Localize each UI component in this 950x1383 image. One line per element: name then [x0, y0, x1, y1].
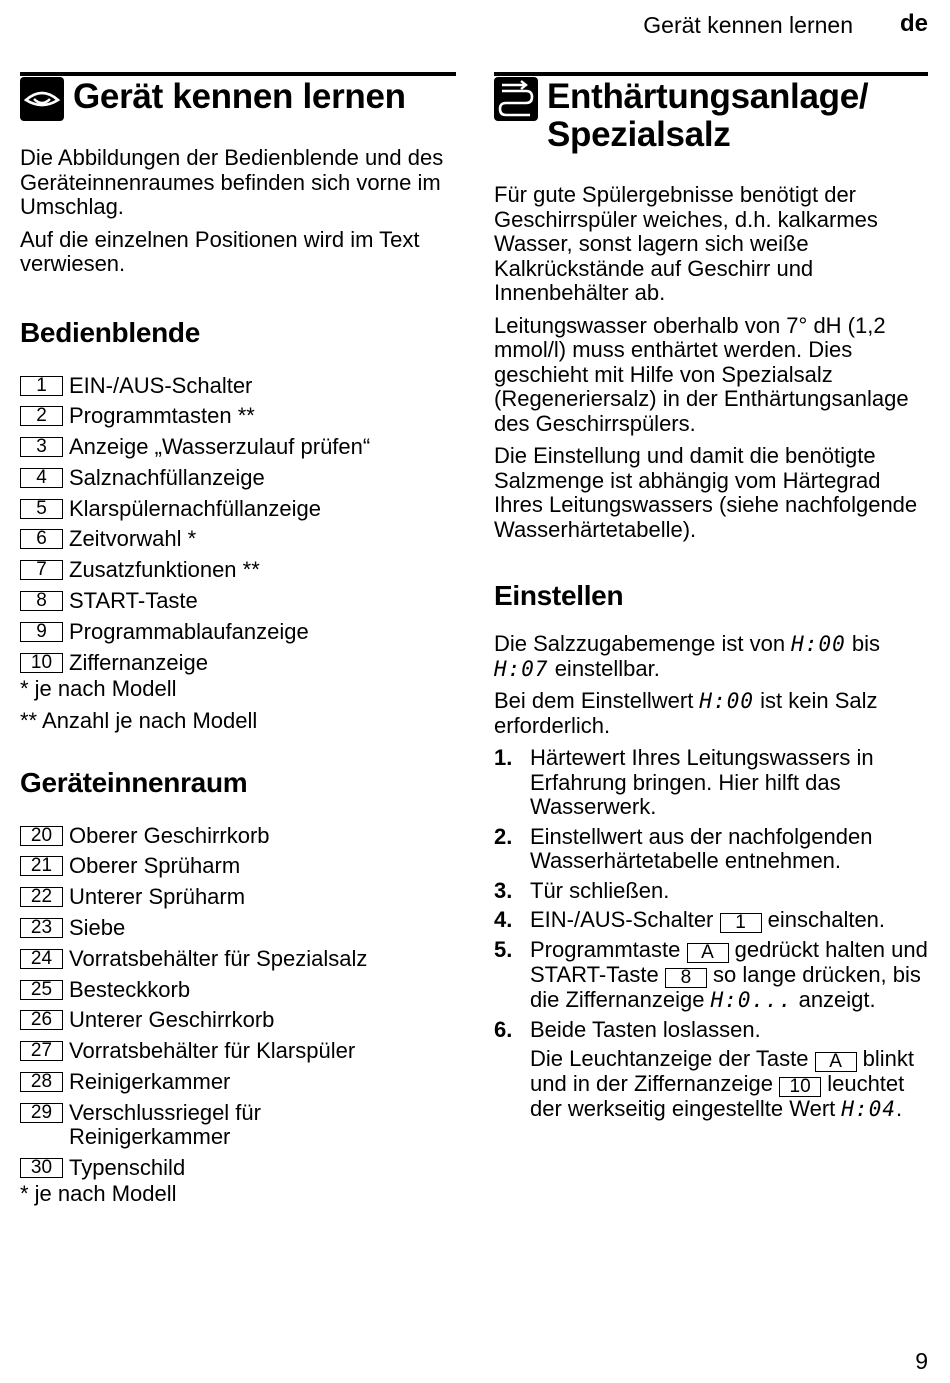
display-code: H:0... [710, 988, 793, 1012]
position-number: 25 [20, 980, 63, 1000]
list-item [20, 620, 456, 644]
list-item [20, 854, 456, 878]
intro [494, 183, 928, 542]
text-run: einstellbar. [548, 655, 660, 681]
position-number: 22 [20, 887, 63, 907]
item-label: Salznachfüllanzeige [69, 464, 265, 490]
section-heading-right [494, 72, 928, 154]
position-number: 2 [20, 406, 63, 426]
step-number: 2. [494, 823, 513, 849]
display-code: H:00 [699, 689, 754, 713]
list-item [20, 1039, 456, 1063]
step-number: 5. [494, 937, 513, 962]
list-item [20, 589, 456, 613]
position-number: 1 [20, 376, 63, 396]
item-label: Anzeige „Wasserzulauf prüfen“ [69, 434, 371, 460]
step-number: 6. [494, 1016, 513, 1042]
list-item [20, 404, 456, 428]
list-item [20, 497, 456, 521]
eye-icon [20, 77, 64, 121]
list-item [20, 1008, 456, 1032]
step [494, 825, 928, 874]
text-run: Die Leuchtanzeige der Taste [530, 1046, 815, 1071]
position-number: 8 [20, 591, 63, 611]
list-item [20, 824, 456, 848]
list-item [20, 885, 456, 909]
text-run: einschalten. [761, 907, 886, 932]
section-title [547, 78, 928, 154]
list-item [20, 374, 456, 398]
text-run: Bei dem Einstellwert [494, 688, 700, 713]
step-number: 1. [494, 745, 513, 770]
item-label: EIN-/AUS-Schalter [69, 372, 253, 398]
body-paragraph [494, 632, 928, 681]
text-run: ist kein Salz erforderlich. [494, 688, 878, 738]
item-label: Unterer Sprüharm [69, 884, 246, 910]
text-run: Die Salzzugabemenge ist von [494, 631, 792, 656]
step-note [530, 1047, 928, 1122]
item-label: Zusatzfunktionen ** [69, 557, 260, 583]
page-number: 9 [915, 1348, 928, 1374]
body-paragraph: Für gute Spülergebnisse benötigt der Geschirrspüler weiches, d.h. kalkarmes Wasser, sonst lagern sich weiße Kalkrückstände auf Geschirr und Innenbehälter ab. [494, 182, 878, 305]
text-run: leuchtet der werkseitig eingestellte Wert [530, 1071, 905, 1121]
step-number: 4. [494, 907, 513, 932]
item-label: Programmtasten ** [69, 403, 255, 429]
list-item [20, 558, 456, 582]
footnote: * je nach Modell [20, 675, 177, 701]
body-paragraph: Die Einstellung und damit die benötigte Salzmenge ist abhängig vom Härtegrad Ihres Leitungswassers (siehe nachfolgende Wasserhärtetabelle). [494, 443, 918, 542]
position-number: 1 [720, 913, 762, 933]
body-paragraph: Leitungswasser oberhalb von 7° dH (1,2 mmol/l) muss enthärtet werden. Dies geschieht mit Hilfe von Spezialsalz (Regeneriersalz) in der Enthärtungsanlage des Geschirrspülers. [494, 312, 909, 436]
intro [20, 146, 456, 277]
left-column [20, 72, 456, 1214]
position-number: A [687, 943, 729, 963]
step [494, 879, 928, 904]
footnote: ** Anzahl je nach Modell [20, 707, 258, 733]
position-number: 3 [20, 437, 63, 457]
position-number: 23 [20, 918, 63, 938]
position-number: 5 [20, 499, 63, 519]
item-label: Zeitvorwahl * [69, 526, 197, 552]
position-number: 29 [20, 1103, 63, 1123]
geraeteinnenraum-list [20, 824, 456, 1180]
item-label: Siebe [69, 915, 126, 941]
position-number: 10 [779, 1077, 821, 1097]
list-item [20, 947, 456, 971]
list-item [20, 1156, 456, 1180]
text-run: EIN-/AUS-Schalter [530, 907, 720, 932]
text-run: . [895, 1096, 903, 1121]
text-run: anzeigt. [792, 987, 876, 1012]
item-label: START-Taste [69, 588, 198, 614]
display-code: H:07 [494, 656, 549, 681]
position-number: 26 [20, 1010, 63, 1030]
item-label: Oberer Sprüharm [69, 853, 241, 879]
text-run: so lange drücken, bis die Ziffernanzeige [530, 962, 921, 1012]
body-paragraph [494, 689, 928, 738]
step [494, 746, 928, 820]
position-number: 24 [20, 949, 63, 969]
position-number: 21 [20, 856, 63, 876]
footnote: * je nach Modell [20, 1180, 177, 1206]
position-number: A [815, 1052, 857, 1072]
text-run: Programmtaste [530, 937, 687, 962]
item-label: Besteckkorb [69, 976, 191, 1002]
item-label: Vorratsbehälter für Klarspüler [69, 1038, 356, 1064]
position-number: 27 [20, 1041, 63, 1061]
bedienblende-heading: Bedienblende [20, 316, 200, 348]
text-run: bis [845, 631, 880, 656]
step-text: Tür schließen. [530, 877, 670, 903]
position-number: 8 [665, 968, 707, 988]
display-code: H:00 [791, 632, 846, 656]
item-label: Verschlussriegel für Reinigerkammer [69, 1099, 261, 1149]
position-number: 6 [20, 529, 63, 549]
step [494, 938, 928, 1013]
text-run: blinkt und in der Ziffernanzeige [530, 1046, 915, 1096]
title-line: Enthärtungsanlage/ [547, 77, 869, 116]
list-item [20, 527, 456, 551]
einstellen-heading: Einstellen [494, 580, 624, 611]
item-label: Oberer Geschirrkorb [69, 822, 270, 848]
geraeteinnenraum-heading: Geräteinnenraum [20, 766, 248, 798]
position-number: 28 [20, 1072, 63, 1092]
steps-list [494, 746, 928, 1042]
position-number: 7 [20, 560, 63, 580]
position-number: 4 [20, 468, 63, 488]
item-label: Unterer Geschirrkorb [69, 1007, 275, 1033]
running-header-title: Gerät kennen lernen [643, 12, 853, 38]
item-label: Typenschild [69, 1154, 186, 1180]
display-code: H:04 [841, 1097, 896, 1121]
section-heading-left [20, 72, 456, 116]
step-text: Beide Tasten loslassen. [530, 1016, 761, 1042]
water-softener-icon [494, 77, 538, 121]
step-text [530, 938, 928, 1013]
right-column [494, 72, 928, 1122]
intro-paragraph: Auf die einzelnen Positionen wird im Text verwiesen. [20, 226, 420, 276]
step-text: Härtewert Ihres Leitungswassers in Erfahrung bringen. Hier hilft das Wasserwerk. [530, 745, 874, 819]
item-label: Reinigerkammer [69, 1069, 231, 1095]
language-code: de [899, 10, 928, 37]
list-item [20, 651, 456, 675]
item-label: Programmablaufanzeige [69, 618, 309, 644]
intro-paragraph: Die Abbildungen der Bedienblende und des Geräteinnenraumes befinden sich vorne im Umschlag. [20, 145, 444, 219]
position-number: 20 [20, 826, 63, 846]
step-number: 3. [494, 877, 513, 903]
position-number: 9 [20, 622, 63, 642]
list-item [20, 1101, 330, 1149]
list-item [20, 435, 456, 459]
list-item [20, 466, 456, 490]
position-number: 10 [20, 653, 63, 673]
step-text [530, 908, 928, 933]
section-title: Gerät kennen lernen [73, 77, 406, 116]
step [494, 908, 928, 933]
step-text: Einstellwert aus der nachfolgenden Wasserhärtetabelle entnehmen. [530, 823, 873, 873]
list-item [20, 978, 456, 1002]
item-label: Ziffernanzeige [69, 649, 209, 675]
item-label: Vorratsbehälter für Spezialsalz [69, 945, 368, 971]
item-label: Klarspülernachfüllanzeige [69, 495, 321, 521]
text-run: gedrückt halten und START-Taste [530, 937, 928, 987]
title-line: Spezialsalz [547, 115, 731, 154]
bedienblende-list [20, 374, 456, 675]
list-item [20, 916, 456, 940]
step [494, 1018, 928, 1043]
position-number: 30 [20, 1158, 63, 1178]
list-item [20, 1070, 456, 1094]
